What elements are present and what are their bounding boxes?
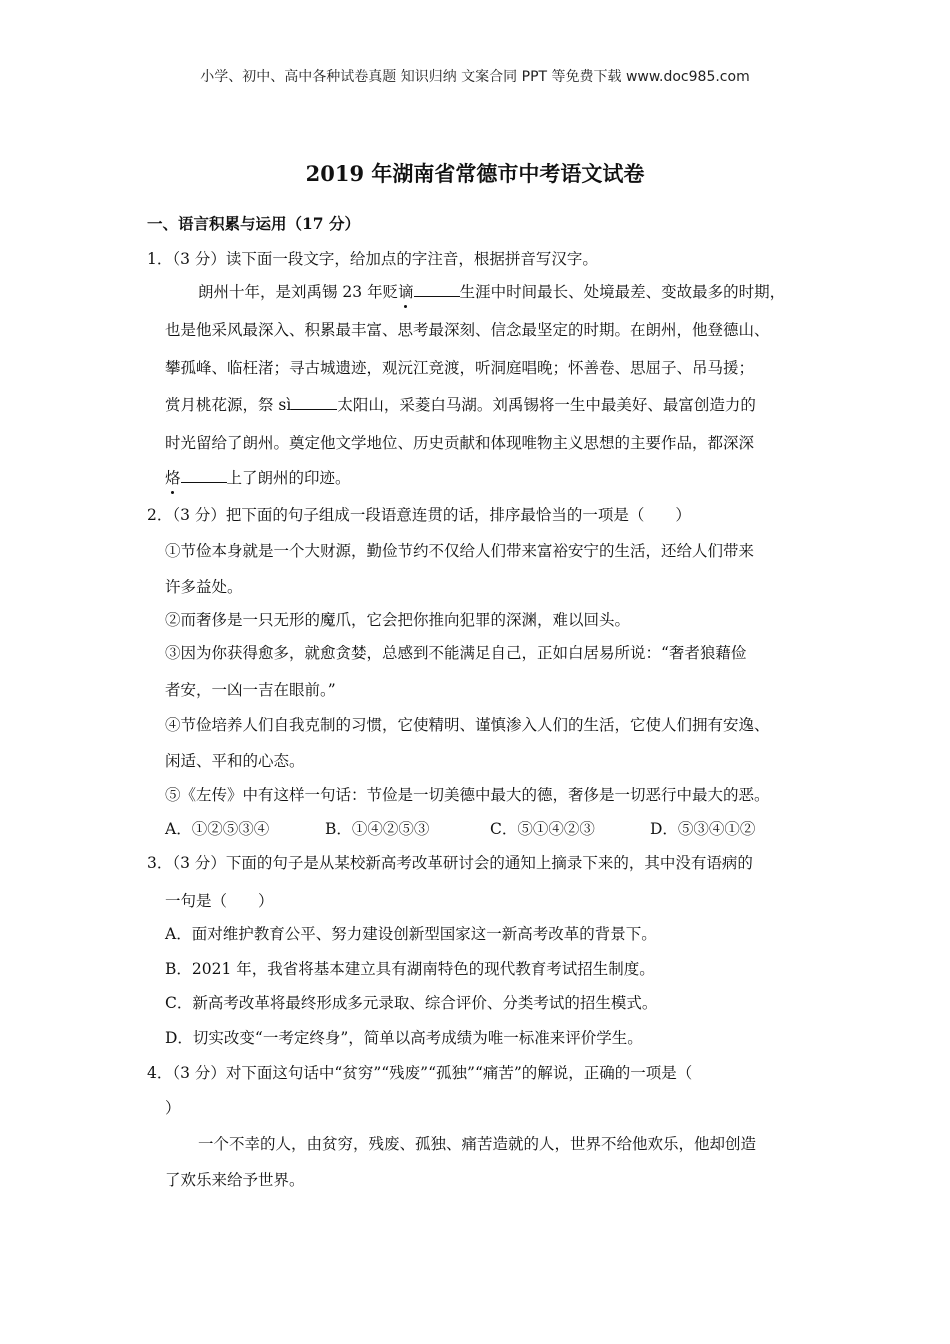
text-segment: 赏月桃花源，祭 sì bbox=[165, 396, 292, 414]
question-3-stem-cont: 一句是（ ） bbox=[165, 892, 274, 910]
options-row bbox=[165, 817, 755, 839]
sentence-4: ④节俭培养人们自我克制的习惯，它使精明、谨慎渗入人们的生活，它使人们拥有安逸、 bbox=[165, 716, 770, 734]
answer-blank[interactable] bbox=[181, 468, 227, 483]
question-3-stem: 3．（3 分）下面的句子是从某校新高考改革研讨会的通知上摘录下来的，其中没有语病的 bbox=[147, 854, 753, 872]
section-heading: 一、语言积累与运用（17 分） bbox=[147, 214, 360, 233]
question-4-stem: 4．（3 分）对下面这句话中“贫穷”“残废”“孤独”“痛苦”的解说，正确的一项是（ bbox=[147, 1064, 693, 1082]
option-d[interactable]: D．切实改变“一考定终身”，简单以高考成绩为唯一标准来评价学生。 bbox=[165, 1029, 643, 1047]
option-a[interactable]: A．①②⑤③④ bbox=[165, 820, 270, 838]
question-1-passage-line bbox=[198, 280, 785, 302]
sentence-2: ②而奢侈是一只无形的魔爪，它会把你推向犯罪的深渊，难以回头。 bbox=[165, 611, 631, 629]
page-title: 2019 年湖南省常德市中考语文试卷 bbox=[305, 161, 645, 186]
question-1-passage-line bbox=[165, 466, 351, 488]
sentence-5: ⑤《左传》中有这样一句话：节俭是一切美德中最大的德，奢侈是一切恶行中最大的恶。 bbox=[165, 786, 770, 804]
question-4-stem-cont: ） bbox=[165, 1099, 181, 1117]
option-d[interactable]: D．⑤③④①② bbox=[650, 820, 756, 838]
sentence-1: ①节俭本身就是一个大财源，勤俭节约不仅给人们带来富裕安宁的生活，还给人们带来 bbox=[165, 542, 755, 560]
sentence-1-cont: 许多益处。 bbox=[165, 578, 243, 596]
question-1-passage-line: 时光留给了朗州。奠定他文学地位、历史贡献和体现唯物主义思想的主要作品，都深深 bbox=[165, 434, 755, 452]
sentence-3-cont: 者安，一凶一吉在眼前。” bbox=[165, 681, 336, 699]
question-4-passage-line: 一个不幸的人，由贫穷，残废、孤独、痛苦造就的人，世界不给他欢乐，他却创造 bbox=[198, 1135, 757, 1153]
sentence-3: ③因为你获得愈多，就愈贪婪，总感到不能满足自己，正如白居易所说：“奢者狼藉俭 bbox=[165, 644, 747, 662]
text-segment: 上了朗州的印迹。 bbox=[226, 469, 351, 487]
dotted-char: 谪 bbox=[398, 280, 414, 302]
question-1-passage-line bbox=[165, 393, 756, 415]
text-segment: 太阳山，采菱白马湖。刘禹锡将一生中最美好、最富创造力的 bbox=[337, 396, 756, 414]
text-segment: 生涯中时间最长、处境最差、变故最多的时期， bbox=[459, 283, 786, 301]
sentence-4-cont: 闲适、平和的心态。 bbox=[165, 752, 305, 770]
question-1-passage-line: 攀孤峰、临枉渚；寻古城遗迹，观沅江竞渡，听洞庭唱晚；怀善卷、思屈子、吊马援； bbox=[165, 359, 755, 377]
option-b[interactable]: B．①④②⑤③ bbox=[325, 820, 430, 838]
dotted-char: 烙 bbox=[165, 466, 181, 488]
option-b[interactable]: B．2021 年，我省将基本建立具有湖南特色的现代教育考试招生制度。 bbox=[165, 960, 655, 978]
option-a[interactable]: A．面对维护教育公平、努力建设创新型国家这一新高考改革的背景下。 bbox=[165, 925, 657, 943]
option-c[interactable]: C．⑤①④②③ bbox=[490, 820, 595, 838]
answer-blank[interactable] bbox=[291, 395, 337, 410]
option-c[interactable]: C．新高考改革将最终形成多元录取、综合评价、分类考试的招生模式。 bbox=[165, 994, 658, 1012]
page-header: 小学、初中、高中各种试卷真题 知识归纳 文案合同 PPT 等免费下载 www.doc985.com bbox=[200, 69, 750, 85]
question-4-passage-line: 了欢乐来给予世界。 bbox=[165, 1171, 305, 1189]
text-segment: 朗州十年，是刘禹锡 23 年贬 bbox=[198, 283, 399, 301]
answer-blank[interactable] bbox=[414, 282, 460, 297]
question-1-stem: 1．（3 分）读下面一段文字，给加点的字注音，根据拼音写汉字。 bbox=[147, 250, 598, 268]
question-1-passage-line: 也是他采风最深入、积累最丰富、思考最深刻、信念最坚定的时期。在朗州，他登德山、 bbox=[165, 321, 770, 339]
question-2-stem: 2．（3 分）把下面的句子组成一段语意连贯的话，排序最恰当的一项是（ ） bbox=[147, 506, 691, 524]
